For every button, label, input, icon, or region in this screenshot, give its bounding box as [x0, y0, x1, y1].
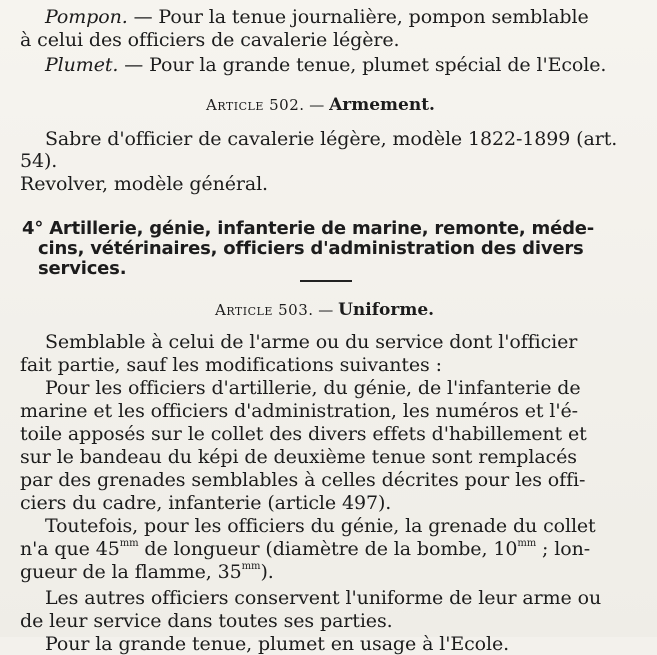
plumet-label: Plumet. — [45, 54, 119, 76]
art503-p2-line-1: Pour les officiers d'artillerie, du génie, de l'infanterie de — [45, 377, 581, 399]
pompon-label: Pompon. — [45, 6, 128, 28]
art503-p3-line-3 — [20, 561, 274, 583]
article-502-title: Armement. — [329, 95, 435, 115]
section-divider — [300, 280, 352, 282]
mm-superscript: mm — [241, 560, 261, 572]
section-4-line-1: 4° Artillerie, génie, infanterie de marine, remonte, méde- — [22, 218, 595, 239]
section-4-line-2: cins, vétérinaires, officiers d'administration des divers — [38, 238, 584, 259]
art503-p2-line-6: ciers du cadre, infanterie (article 497). — [20, 492, 392, 514]
article-503-number: Article 503. — [215, 301, 314, 319]
plumet-text: — Pour la grande tenue, plumet spécial de l'Ecole. — [118, 54, 607, 76]
pompon-line-1 — [45, 6, 589, 28]
mm-superscript: mm — [517, 537, 537, 549]
section-4-line-3: services. — [38, 258, 127, 279]
art502-line-3: Revolver, modèle général. — [20, 173, 268, 195]
article-503-heading — [215, 300, 434, 320]
article-502-number: Article 502. — [206, 96, 305, 114]
art503-p3-line-2 — [20, 538, 590, 560]
art502-line-2: 54). — [20, 150, 58, 172]
mm-superscript: mm — [119, 537, 139, 549]
p3-line-3a: gueur de la flamme, 35 — [20, 561, 242, 583]
art502-line-1: Sabre d'officier de cavalerie légère, modèle 1822-1899 (art. — [45, 128, 618, 150]
plumet-line — [45, 54, 606, 76]
art503-p4-line-2: de leur service dans toutes ses parties. — [20, 610, 393, 632]
art503-p1-line-1: Semblable à celui de l'arme ou du service dont l'officier — [45, 331, 578, 353]
pompon-line-2: à celui des officiers de cavalerie légère. — [20, 29, 400, 51]
article-503-dash: — — [313, 301, 339, 319]
article-503-title: Uniforme. — [338, 300, 435, 320]
art503-p2-line-3: toile apposés sur le collet des divers effets d'habillement et — [20, 423, 587, 445]
art503-p3-line-1: Toutefois, pour les officiers du génie, la grenade du collet — [45, 515, 596, 537]
p3-line-2b: de longueur (diamètre de la bombe, 10 — [138, 538, 518, 560]
art503-p2-line-2: marine et les officiers d'administration, les numéros et l'é- — [20, 400, 578, 422]
art503-p2-line-5: par des grenades semblables à celles décrites pour les offi- — [20, 469, 586, 491]
p3-line-2a: n'a que 45 — [20, 538, 120, 560]
p3-line-3b: ). — [260, 561, 274, 583]
article-502-dash: — — [304, 96, 330, 114]
art503-p5-line-1: Pour la grande tenue, plumet en usage à l'Ecole. — [45, 633, 510, 655]
art503-p1-line-2: fait partie, sauf les modifications suivantes : — [20, 354, 442, 376]
art503-p4-line-1: Les autres officiers conservent l'uniforme de leur arme ou — [45, 587, 602, 609]
pompon-text-1: — Pour la tenue journalière, pompon semblable — [127, 6, 589, 28]
article-502-heading — [206, 95, 435, 115]
art503-p2-line-4: sur le bandeau du képi de deuxième tenue sont remplacés — [20, 446, 577, 468]
p3-line-2c: ; lon- — [536, 538, 591, 560]
